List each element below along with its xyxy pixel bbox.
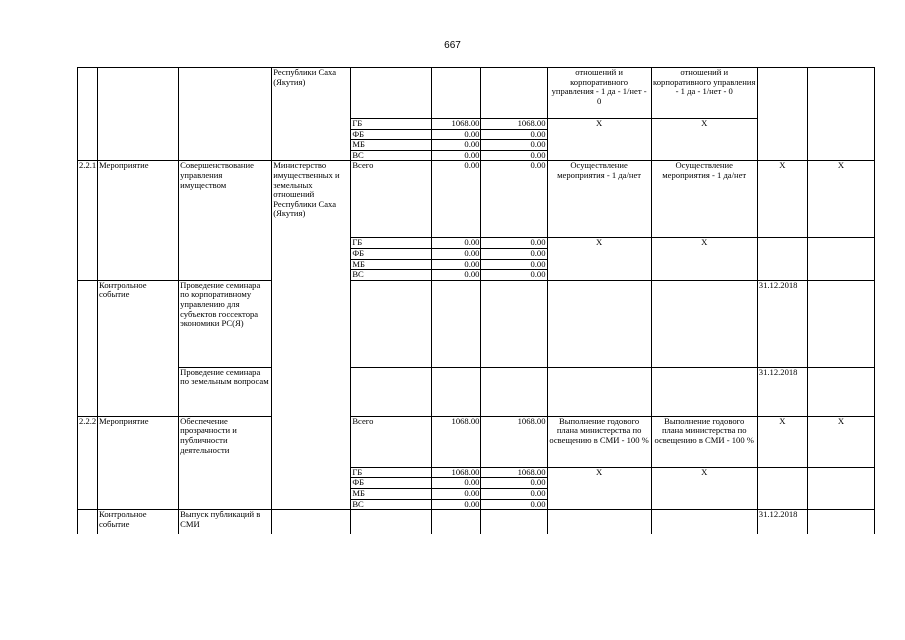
- date-cell: 31.12.2018: [757, 280, 807, 367]
- item-type: Мероприятие: [98, 161, 179, 280]
- item-code: 2.2.2: [78, 416, 98, 509]
- result-cell: отношений и корпоративного управления - 1 да - 1/нет - 0: [651, 68, 757, 119]
- date-cell: 31.12.2018: [757, 367, 807, 416]
- program-table: [77, 67, 875, 534]
- table-row: ФБ 0.00 0.00: [352, 129, 546, 139]
- item-name: Совершенствование управления имуществом: [179, 161, 272, 280]
- table-row: [78, 68, 875, 119]
- table-row: МБ 0.00 0.00: [352, 139, 546, 150]
- table-row: ГБ 1068.00 1068.00 X X: [78, 119, 875, 130]
- executor-cell: Министерство имущественных и земельных отношений Республики Саха (Якутия): [272, 161, 351, 510]
- date-cell: 31.12.2018: [757, 510, 807, 535]
- result-cell: отношений и корпоративного управления - 1 да - 1/нет - 0: [547, 68, 651, 119]
- item-name: Обеспечение прозрачности и публичности деятельности: [179, 416, 272, 509]
- item-type: Контрольное событие: [98, 280, 179, 416]
- item-code: 2.2.1: [78, 161, 98, 280]
- table-row: ВС 0.00 0.00: [352, 269, 546, 280]
- table-row: [78, 510, 875, 535]
- executor-cell: Республики Саха (Якутия): [272, 68, 351, 161]
- table-row: [78, 280, 875, 367]
- table-row: ГБ 0.00 0.00 X X: [78, 238, 875, 249]
- table-row: МБ 0.00 0.00: [352, 259, 546, 269]
- table-row: 2.2.1 Мероприятие Совершенствование управления имуществом Министерство имущественных и земельных отношений Республики Саха (Якутия) Всего 0.00 0.00 Осуществление мероприятия - 1 да/нет Осуществление мероприятия - 1 да/нет X X: [78, 161, 875, 238]
- table-row: [78, 367, 875, 416]
- item-name: Проведение семинара по корпоративному управлению для субъектов госсектора экономики РС(Я): [179, 280, 272, 367]
- table-row: ВС 0.00 0.00: [352, 499, 546, 509]
- table-row: ФБ 0.00 0.00: [352, 477, 546, 488]
- table-row: ГБ 1068.00 1068.00 X X: [78, 467, 875, 478]
- table-row: МБ 0.00 0.00: [352, 488, 546, 498]
- item-type: Контрольное событие: [98, 510, 179, 535]
- page-number: 667: [444, 40, 461, 51]
- table-row: 2.2.2 Мероприятие Обеспечение прозрачности и публичности деятельности Всего 1068.00 1068.00 Выполнение годового плана министерства по освещению в СМИ - 100 % Выполнение годового плана министерства по освещению в СМИ - 100 % X X: [78, 416, 875, 467]
- table-row: ВС 0.00 0.00: [352, 150, 546, 160]
- item-name: Выпуск публикаций в СМИ: [179, 510, 272, 535]
- item-type: Мероприятие: [98, 416, 179, 509]
- item-name: Проведение семинара по земельным вопросам: [179, 367, 272, 416]
- table-row: ФБ 0.00 0.00: [352, 248, 546, 258]
